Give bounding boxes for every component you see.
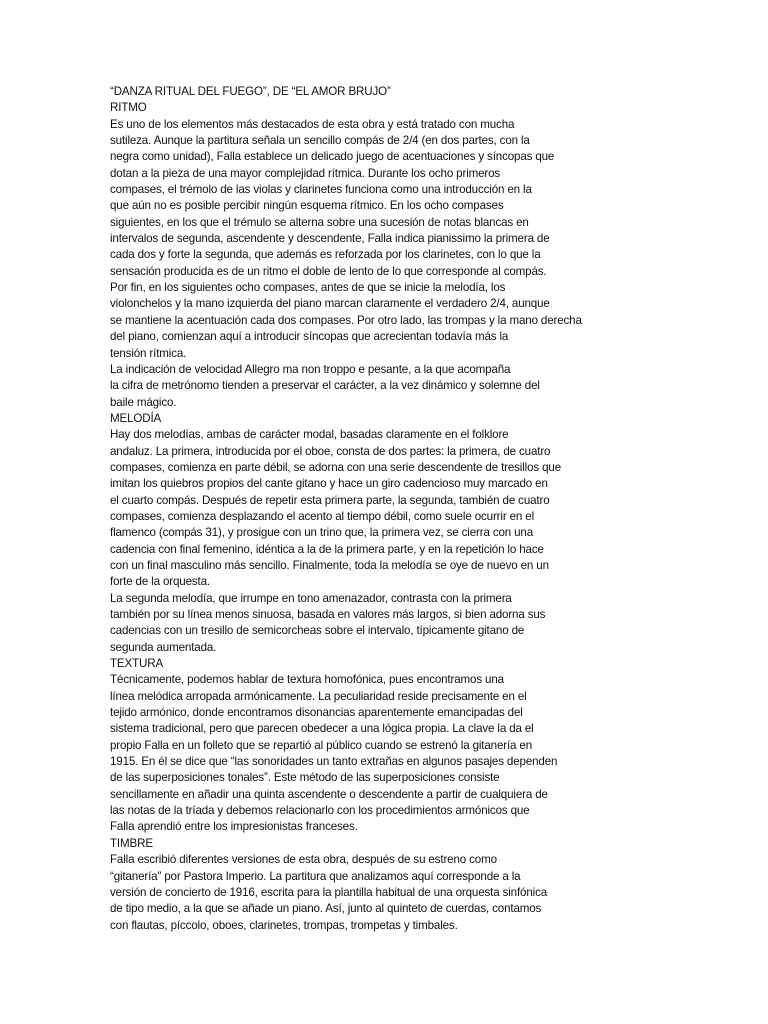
text-line: se mantiene la acentuación cada dos compases. Por otro lado, las trompas y la mano derecha (110, 313, 582, 327)
text-line: “gitanería” por Pastora Imperio. La partitura que analizamos aquí corresponde a la (110, 869, 521, 883)
text-line: tensión rítmica. (110, 346, 187, 360)
text-line: de las superposiciones tonales”. Este método de las superposiciones consiste (110, 771, 500, 785)
text-line: con flautas, píccolo, oboes, clarinetes, trompas, trompetas y timbales. (110, 918, 458, 932)
text-line: 1915. En él se dice que “las sonoridades un tanto extrañas en algunos pasajes dependen (110, 755, 558, 769)
document-title: “DANZA RITUAL DEL FUEGO”, DE “EL AMOR BRUJO” (110, 85, 391, 98)
text-line: el cuarto compás. Después de repetir esta primera parte, la segunda, también de cuatro (110, 493, 550, 507)
text-line: sensación producida es de un ritmo el doble de lento de lo que corresponde al compás. (110, 264, 547, 278)
text-line: Es uno de los elementos más destacados de esta obra y está tratado con mucha (110, 117, 515, 131)
text-line: la cifra de metrónomo tienden a preservar el carácter, a la vez dinámico y solemne del (110, 379, 540, 393)
text-line: las notas de la tríada y debemos relacionarlo con los procedimientos armónicos que (110, 804, 530, 818)
text-line: segunda aumentada. (110, 640, 217, 654)
text-line: Falla escribió diferentes versiones de esta obra, después de su estreno como (110, 853, 497, 867)
text-line: compases, comienza desplazando el acento al tiempo débil, como suele ocurrir en el (110, 509, 534, 523)
text-line: que aún no es posible percibir ningún esquema rítmico. En los ocho compases (110, 199, 504, 213)
text-line: compases, el trémolo de las violas y clarinetes funciona como una introducción en la (110, 183, 532, 197)
text-line: compases, comienza en parte débil, se adorna con una serie descendente de tresillos que (110, 460, 561, 474)
text-line: andaluz. La primera, introducida por el oboe, consta de dos partes: la primera, de cuatro (110, 444, 551, 458)
section-heading-textura: TEXTURA (110, 657, 164, 671)
text-line: tejido armónico, donde encontramos disonancias aparentemente emancipadas del (110, 706, 523, 720)
text-line: La segunda melodía, que irrumpe en tono amenazador, contrasta con la primera (110, 591, 512, 605)
text-line: Por fin, en los siguientes ocho compases, antes de que se inicie la melodía, los (110, 281, 506, 295)
text-line: La indicación de velocidad Allegro ma non troppo e pesante, a la que acompaña (110, 362, 511, 376)
text-line: siguientes, en los que el trémulo se alterna sobre una sucesión de notas blancas en (110, 215, 529, 229)
text-line: cadencia con final femenino, idéntica a la de la primera parte, y en la repetición lo hace (110, 542, 544, 556)
text-line: imitan los quiebros propios del cante gitano y hace un giro cadencioso muy marcado en (110, 477, 548, 491)
text-line: cadencias con un tresillo de semicorcheas sobre el intervalo, típicamente gitano de (110, 624, 525, 638)
text-line: forte de la orquesta. (110, 575, 210, 589)
text-line: flamenco (compás 31), y prosigue con un trino que, la primera vez, se cierra con una (110, 526, 534, 540)
section-heading-ritmo: RITMO (110, 101, 147, 115)
text-line: con un final masculino más sencillo. Finalmente, toda la melodía se oye de nuevo en un (110, 558, 549, 572)
text-line: también por su línea menos sinuosa, basada en valores más largos, si bien adorna sus (110, 608, 546, 621)
text-line: intervalos de segunda, ascendente y descendente, Falla indica pianissimo la primera de (110, 232, 550, 246)
text-line: del piano, comienzan aquí a introducir síncopas que acrecientan todavía más la (110, 330, 509, 344)
section-heading-timbre: TIMBRE (110, 836, 153, 850)
text-line: sistema tradicional, pero que parecen obedecer a una lógica propia. La clave la da el (110, 722, 534, 736)
text-line: Hay dos melodías, ambas de carácter modal, basadas claramente en el folklore (110, 428, 509, 442)
text-line: negra como unidad), Falla establece un delicado juego de acentuaciones y síncopas que (110, 150, 555, 164)
text-line: Técnicamente, podemos hablar de textura homofónica, pues encontramos una (110, 673, 504, 687)
text-line: versión de concierto de 1916, escrita para la plantilla habitual de una orquesta sinfónica (110, 885, 548, 899)
text-line: violonchelos y la mano izquierda del piano marcan claramente el verdadero 2/4, aunque (110, 297, 550, 311)
text-line: baile mágico. (110, 395, 177, 409)
text-line: dotan a la pieza de una mayor complejidad rítmica. Durante los ocho primeros (110, 166, 501, 180)
text-line: línea melódica arropada armónicamente. La peculiaridad reside precisamente en el (110, 689, 527, 703)
text-line: propio Falla en un folleto que se repartió al público cuando se estrenó la gitanería en (110, 738, 533, 752)
document-page (110, 84, 655, 934)
text-line: de tipo medio, a la que se añade un piano. Así, junto al quinteto de cuerdas, contamos (110, 902, 542, 916)
text-line: sencillamente en añadir una quinta ascendente o descendente a partir de cualquiera de (110, 787, 548, 801)
text-line: cada dos y forte la segunda, que además es reforzada por los clarinetes, con lo que la (110, 248, 541, 262)
section-heading-melodia: MELODÍA (110, 411, 162, 425)
text-line: Falla aprendió entre los impresionistas franceses. (110, 820, 358, 834)
text-line: sutileza. Aunque la partitura señala un sencillo compás de 2/4 (en dos partes, con la (110, 134, 530, 148)
